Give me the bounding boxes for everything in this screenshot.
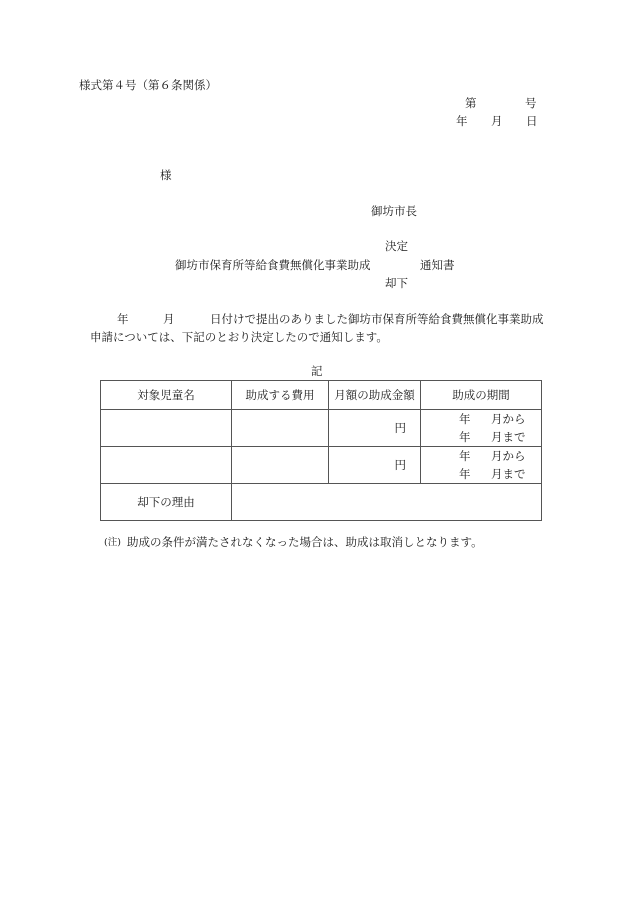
cell-child-name[interactable] [101,447,232,484]
period-to-month: 月まで [491,467,526,481]
table-row [101,447,542,484]
footnote-marker: (注) [104,537,121,548]
period-to-month: 月まで [491,430,526,444]
reason-row [101,484,542,521]
period-from-month: 月から [491,412,526,426]
header-period: 助成の期間 [421,381,542,410]
title-option-decide: 決定 [385,239,408,253]
period-from-year: 年 [459,412,471,426]
period-from-year: 年 [459,449,471,463]
cell-subsidized-cost[interactable] [232,447,329,484]
date-year: 年 [456,114,468,128]
issuer: 御坊市長 [371,204,417,218]
cell-period[interactable] [421,447,542,484]
yen-unit: 円 [394,458,406,472]
cell-monthly-amount[interactable] [329,447,421,484]
reason-label: 却下の理由 [101,484,232,521]
yen-unit: 円 [394,421,406,435]
period-to-year: 年 [459,430,471,444]
addressee-suffix: 様 [160,168,172,182]
period-to [459,428,541,446]
date-day: 日 [526,114,538,128]
body-line1: 日付けで提出のありました御坊市保育所等給食費無償化事業助成 [210,312,544,326]
title-option-reject: 却下 [385,276,408,290]
cell-monthly-amount[interactable] [329,410,421,447]
cell-period[interactable] [421,410,542,447]
date-month: 月 [491,114,503,128]
title-main: 御坊市保育所等給食費無償化事業助成 [175,258,371,272]
table-row [101,410,542,447]
period-to [459,465,541,483]
body-line2: 申請については、下記のとおり決定したので通知します。 [90,330,388,344]
title-suffix: 通知書 [420,258,455,272]
period-from [459,410,541,428]
subsidy-table [100,380,542,521]
ki-heading: 記 [311,364,323,378]
header-monthly-amount: 月額の助成金額 [329,381,421,410]
header-child-name: 対象児童名 [101,381,232,410]
cell-subsidized-cost[interactable] [232,410,329,447]
header-subsidized-cost: 助成する費用 [232,381,329,410]
form-number: 様式第４号（第６条関係） [79,78,217,92]
footnote-text: 助成の条件が満たされなくなった場合は、助成は取消しとなります。 [127,535,483,549]
doc-number-prefix: 第 [465,96,477,110]
body-month: 月 [163,312,175,326]
doc-number-suffix: 号 [525,96,537,110]
period-to-year: 年 [459,467,471,481]
period-from [459,447,541,465]
period-from-month: 月から [491,449,526,463]
table-header-row [101,381,542,410]
reason-value[interactable] [232,484,542,521]
cell-child-name[interactable] [101,410,232,447]
body-year: 年 [117,312,129,326]
